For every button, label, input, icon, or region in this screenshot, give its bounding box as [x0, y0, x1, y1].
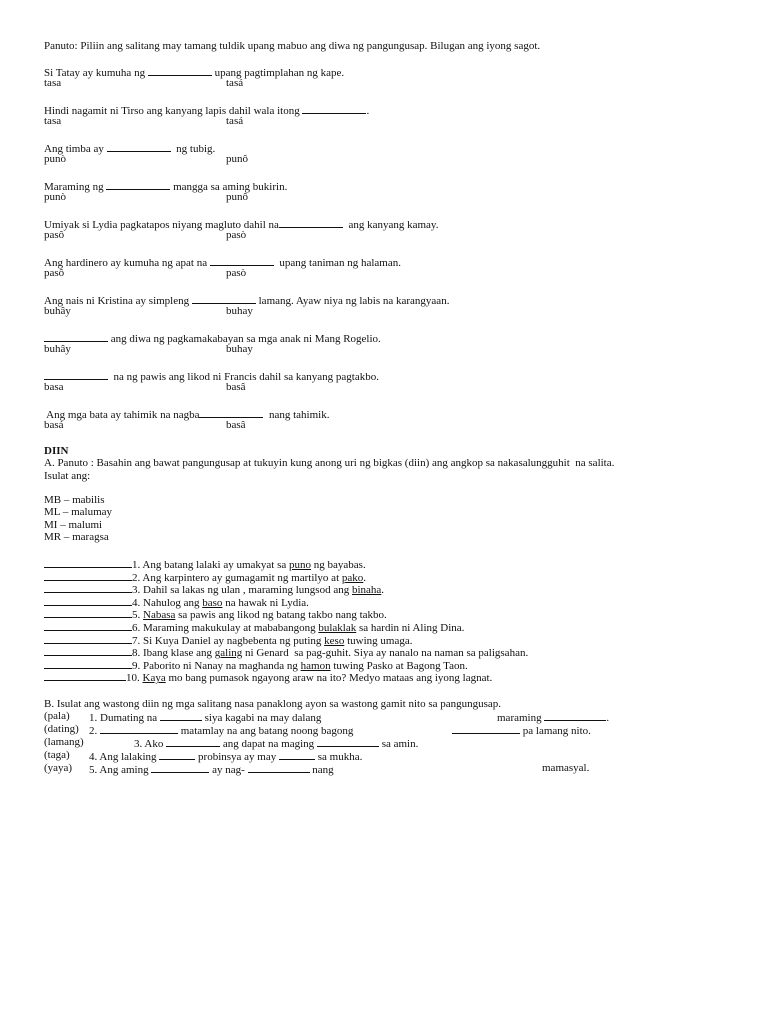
- part-b-text2: maraming: [497, 712, 545, 724]
- choice-b[interactable]: basâ: [226, 381, 246, 393]
- part-b-text3: mamasyal.: [542, 762, 590, 774]
- choice-a[interactable]: punò: [44, 153, 66, 165]
- part-b-sentence: [89, 723, 353, 737]
- underlined-word: Kaya: [142, 672, 166, 685]
- part-b-sentence: [89, 710, 321, 724]
- question-post: sa pawis ang likod ng batang takbo nang takbo.: [175, 609, 387, 622]
- underlined-word: hamon: [300, 659, 331, 672]
- part-b-word: (taga): [44, 749, 70, 761]
- underlined-word: binaha: [351, 584, 382, 597]
- part-b-word: (pala): [44, 710, 70, 722]
- choice-b[interactable]: tasá: [226, 77, 244, 89]
- question-number: 6: [132, 622, 138, 634]
- question-pre: . Ibang klase ang: [137, 647, 215, 660]
- item-post: upang pagtimplahan ng kape.: [211, 67, 345, 79]
- answer-blank[interactable]: [100, 723, 178, 734]
- legend-mr: MR – maragsa: [44, 531, 109, 543]
- item-sentence: [44, 407, 329, 421]
- question-number: 4: [132, 596, 138, 609]
- question-post: na hawak ni Lydia.: [222, 596, 309, 609]
- part-b-sentence: [89, 749, 362, 763]
- choice-a[interactable]: buhây: [44, 343, 71, 355]
- item-post: nang tahimik.: [263, 409, 330, 421]
- choice-b[interactable]: pasò: [226, 267, 247, 279]
- choice-b[interactable]: buhay: [226, 343, 253, 355]
- part-b-right: [497, 710, 609, 724]
- part-b-num: 5. Ang aming: [89, 764, 152, 776]
- answer-blank[interactable]: [151, 762, 209, 773]
- answer-blank[interactable]: [279, 749, 315, 760]
- question-number: 7: [132, 634, 138, 647]
- answer-blank[interactable]: [44, 369, 108, 380]
- question-number: 8: [132, 647, 138, 660]
- part-b-sentence: [134, 736, 418, 750]
- question-post: .: [381, 584, 385, 597]
- answer-blank[interactable]: [199, 407, 263, 418]
- question-post: ni Genard sa pag-guhit. Siya ay nanalo na naman sa paligsahan.: [242, 647, 529, 660]
- part-b-num: 3. Ako: [134, 738, 167, 750]
- part-b-word: (dating): [44, 723, 79, 735]
- underlined-word: puno: [289, 559, 312, 571]
- choice-b[interactable]: buhay: [226, 305, 253, 317]
- underlined-word: galing: [214, 647, 243, 660]
- item-pre: Ang hardinero ay kumuha ng apat na: [44, 257, 210, 269]
- part-b-text1: matamlay na ang batang noong bagong: [178, 725, 354, 737]
- item-post: mangga sa aming bukirin.: [170, 181, 288, 193]
- choice-a[interactable]: basa: [44, 381, 64, 393]
- part-b-text1: probinsya ay may: [195, 751, 279, 763]
- answer-blank[interactable]: [44, 582, 132, 593]
- answer-blank[interactable]: [44, 607, 132, 618]
- choice-b[interactable]: basâ: [226, 419, 246, 431]
- item-post: lamang. Ayaw niya ng labis na karangyaan.: [255, 295, 450, 307]
- item-pre: Ang timba ay: [44, 143, 107, 155]
- question-pre: .: [137, 609, 143, 622]
- legend-mi: MI – malumi: [44, 519, 103, 531]
- answer-blank[interactable]: [107, 141, 171, 152]
- underlined-word: keso: [324, 634, 345, 647]
- answer-blank[interactable]: [44, 645, 132, 656]
- item-sentence: [44, 255, 401, 269]
- diin-instruction-a: A. Panuto : Basahin ang bawat pangungusap at tukuyin kung anong uri ng bigkas (diin) ang angkop sa nakasalungguhit na salita.: [44, 457, 615, 469]
- part-b-word: (lamang): [44, 736, 84, 748]
- answer-blank[interactable]: [44, 595, 132, 606]
- part-b-sentence: [89, 762, 334, 776]
- choice-a[interactable]: basá: [44, 419, 64, 431]
- part-b-right: [452, 723, 591, 737]
- question-post: mo bang pumasok ngayong araw na ito? Medyo mataas ang iyong lagnat.: [165, 672, 493, 685]
- answer-blank[interactable]: [210, 255, 274, 266]
- answer-blank[interactable]: [192, 293, 256, 304]
- answer-blank[interactable]: [248, 762, 310, 773]
- question-post: tuwing Pasko at Bagong Taon.: [330, 659, 468, 672]
- item-pre: Umiyak si Lydia pagkatapos niyang magluto dahil na: [44, 219, 279, 231]
- item-sentence: [44, 65, 344, 79]
- item-post: ang diwa ng pagkamakabayan sa mga anak ni Mang Rogelio.: [108, 333, 381, 345]
- underlined-word: pako: [341, 571, 364, 584]
- choice-a[interactable]: buhây: [44, 305, 71, 317]
- choice-b[interactable]: tasá: [226, 115, 244, 127]
- item-sentence: [44, 179, 287, 193]
- choice-b[interactable]: punô: [226, 191, 248, 203]
- item-post: upang taniman ng halaman.: [273, 257, 401, 269]
- part-b-word: (yaya): [44, 762, 73, 774]
- diin-question: [44, 670, 492, 684]
- answer-blank[interactable]: [160, 710, 202, 721]
- item-sentence: [44, 369, 379, 383]
- question-number: 10: [126, 672, 137, 685]
- item-pre: Si Tatay ay kumuha ng: [44, 67, 148, 79]
- item-sentence: [44, 331, 381, 345]
- legend-ml: ML – malumay: [44, 506, 113, 518]
- choice-b[interactable]: pasò: [226, 229, 247, 241]
- question-pre: .: [137, 672, 143, 685]
- item-post: .: [366, 105, 370, 117]
- panuto-instruction: Panuto: Piliin ang salitang may tamang tuldik upang mabuo ang diwa ng pangungusap. Bilugan ang iyong sagot.: [44, 40, 541, 52]
- underlined-word: bulaklak: [318, 622, 357, 634]
- underlined-word: baso: [202, 596, 223, 609]
- choice-a[interactable]: punò: [44, 191, 66, 203]
- item-pre: Ang nais ni Kristina ay simpleng: [44, 295, 192, 307]
- answer-blank[interactable]: [44, 331, 108, 342]
- part-b-right: [542, 762, 589, 774]
- question-pre: . Ang batang lalaki ay umakyat sa: [137, 559, 290, 571]
- answer-blank[interactable]: [44, 670, 126, 681]
- answer-blank[interactable]: [44, 633, 132, 644]
- item-sentence: [44, 103, 369, 117]
- part-b-text2: nang: [309, 764, 334, 776]
- question-post: ng bayabas.: [311, 559, 366, 571]
- choice-a[interactable]: pasô: [44, 229, 65, 241]
- item-pre: Ang mga bata ay tahimik na nagba: [44, 409, 200, 421]
- answer-blank[interactable]: [106, 179, 170, 190]
- choice-a[interactable]: tasa: [44, 115, 62, 127]
- choice-b[interactable]: punô: [226, 153, 248, 165]
- question-number: 1: [132, 559, 138, 571]
- underlined-word: Nabasa: [143, 609, 176, 622]
- part-b-num: 1. Dumating na: [89, 712, 160, 724]
- question-number: 3: [132, 584, 138, 597]
- legend-mb: MB – mabilis: [44, 494, 105, 506]
- choice-a[interactable]: tasa: [44, 77, 62, 89]
- answer-blank[interactable]: [44, 620, 132, 631]
- question-pre: . Ang karpintero ay gumagamit ng martilyo at: [137, 571, 342, 584]
- answer-blank[interactable]: [317, 736, 379, 747]
- choice-a[interactable]: pasô: [44, 267, 65, 279]
- answer-blank[interactable]: [544, 710, 606, 721]
- part-b-text1: ay nag-: [209, 764, 248, 776]
- part-b-text1: siya kagabi na may dalang: [201, 712, 322, 724]
- question-post: sa hardin ni Aling Dina.: [356, 622, 465, 634]
- question-pre: . Nahulog ang: [137, 596, 203, 609]
- diin-instruction-b: Isulat ang:: [44, 470, 91, 482]
- part-b-num: 2.: [89, 725, 100, 737]
- question-pre: . Paborito ni Nanay na maghanda ng: [137, 659, 301, 672]
- part-b-instruction: B. Isulat ang wastong diin ng mga salitang nasa panaklong ayon sa wastong gamit nito sa pangungusap.: [44, 698, 502, 710]
- question-post: .: [363, 571, 367, 584]
- question-number: 5: [132, 609, 138, 622]
- item-pre: Hindi nagamit ni Tirso ang kanyang lapis dahil wala itong: [44, 105, 303, 117]
- answer-blank[interactable]: [302, 103, 366, 114]
- part-b-text2: sa mukha.: [314, 751, 363, 763]
- part-b-text1: ang dapat na maging: [220, 738, 317, 750]
- question-number: 2: [132, 571, 138, 584]
- item-sentence: [44, 141, 215, 155]
- answer-blank[interactable]: [159, 749, 195, 760]
- diin-title: DIIN: [44, 445, 69, 457]
- part-b-text2: sa amin.: [378, 738, 419, 750]
- question-pre: . Dahil sa lakas ng ulan , maraming lungsod ang: [137, 584, 352, 597]
- answer-blank[interactable]: [44, 570, 132, 581]
- part-b-text3: .: [606, 712, 610, 724]
- question-pre: . Maraming makukulay at mababangong: [137, 622, 319, 634]
- part-b-text3: pa lamang nito.: [520, 725, 591, 737]
- answer-blank[interactable]: [44, 658, 132, 669]
- question-number: 9: [132, 659, 138, 672]
- answer-blank[interactable]: [148, 65, 212, 76]
- answer-blank[interactable]: [166, 736, 220, 747]
- answer-blank[interactable]: [452, 723, 520, 734]
- answer-blank[interactable]: [279, 217, 343, 228]
- question-pre: . Si Kuya Daniel ay nagbebenta ng puting: [137, 634, 325, 647]
- item-post: na ng pawis ang likod ni Francis dahil sa kanyang pagtakbo.: [108, 371, 379, 383]
- item-post: ng tubig.: [170, 143, 216, 155]
- part-b-num: 4. Ang lalaking: [89, 751, 160, 763]
- answer-blank[interactable]: [44, 557, 132, 568]
- item-post: ang kanyang kamay.: [342, 219, 439, 231]
- item-pre: Maraming ng: [44, 181, 107, 193]
- question-post: tuwing umaga.: [344, 634, 413, 647]
